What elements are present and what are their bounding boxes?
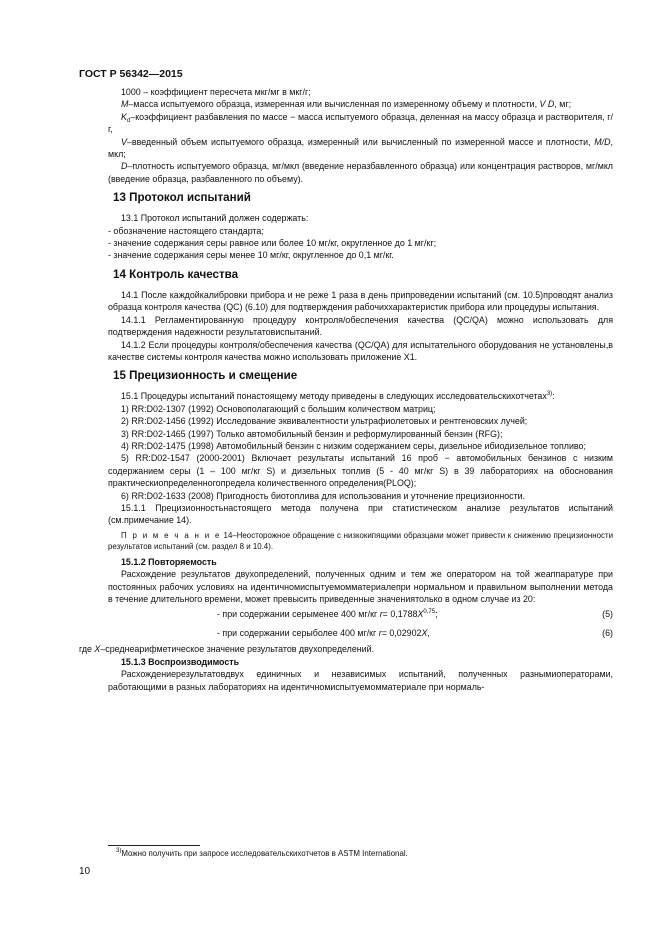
- paragraph-where-x: где X–среднеарифметическое значение результатов двухопределений.: [79, 644, 375, 655]
- paragraph-15-1-1: 15.1.1 Прецизионностьнастоящего метода получена при статистическом анализе результатов испытаний (см.примечание 14).: [108, 502, 613, 526]
- equation-5: - при содержании серыменее 400 мг/кг $r= 0,1788X^{0,75}$; (5): [217, 609, 613, 620]
- intro-line-3: $K_d$–коэффициент разбавления по массе − масса испытуемого образца, деленная на массу образца и растворителя, г/г,: [108, 111, 613, 135]
- heading-repeatability: 15.1.2 Повторяемость: [121, 556, 217, 567]
- section-15-heading: 15 Прецизионность и смещение: [113, 369, 298, 383]
- report-item: 4) RR:D02-1475 (1998) Автомобильный бензин с низким содержанием серы, дизельное ибиодизельное топливо;: [121, 440, 586, 451]
- bullet-item: - обозначение настоящего стандарта;: [108, 225, 264, 236]
- equation-number: (5): [602, 609, 613, 620]
- report-item: 2) RR:D02-1456 (1992) Исследование эквивалентности ультрафиолетовых и рентгеновских лучей;: [121, 416, 528, 427]
- report-item: 1) RR:D02-1307 (1992) Основополагающий с большим количеством матриц;: [121, 403, 436, 414]
- bullet-item: - значение содержания серы равное или более 10 мг/кг, округленное до 1 мг/кг;: [108, 238, 437, 249]
- footnote-divider: [108, 845, 200, 846]
- paragraph-repeatability: Расхождение результатов двухопределений, полученных одним и тем же оператором на той жеаппаратуре при постоянных рабочих условиях на идентичномиспытуемомматериалепри нормальном и правильном выполнении метода в течение длительного времени, может превысить приведенные значениятолько в одном случае из 20:: [108, 569, 613, 604]
- heading-reproducibility: 15.1.3 Воспроизводимость: [121, 656, 240, 667]
- report-item: 6) RR:D02-1633 (2008) Пригодность биотоплива для использования и уточнение прецизионности.: [121, 490, 526, 501]
- page-number: 10: [79, 866, 91, 877]
- paragraph-reproducibility: Расхождениерезультатовдвух единичных и независимых испытаний, полученных разнымиоператорами, работающими в разных лабораториях на идентичномиспытуемомматериале при нормаль-: [108, 669, 613, 692]
- equation-6: - при содержании серыболее 400 мг/кг r= 0,02902X, (6): [217, 628, 613, 639]
- paragraph-14-1-1: 14.1.1 Регламентированную процедуру контроля/обеспечения качества (QC/QA) можно использовать для подтверждения надежности результатовиспытаний.: [108, 314, 613, 338]
- report-item: 3) RR:D02-1465 (1997) Только автомобильный бензин и реформулированный бензин (RFG);: [121, 428, 503, 439]
- bullet-item: - значение содержания серы менее 10 мг/кг, округленное до 0,1 мг/кг.: [108, 250, 394, 261]
- equation-number: (6): [602, 628, 613, 639]
- paragraph-15-1: 15.1 Процедуры испытаний понастоящему методу приведены в следующих исследовательскихотчетах$^{3)}$:: [121, 391, 555, 402]
- document-body: [79, 86, 613, 693]
- intro-line-5: D–плотность испытуемого образца, мг/мкл (введение неразбавленного образца) или концентрация растворов, мг/мкл (введение образца, разбавленного по объему).: [108, 161, 613, 184]
- section-13-heading: 13 Протокол испытаний: [113, 191, 251, 205]
- document-header: ГОСТ Р 56342—2015: [79, 68, 183, 80]
- note-14: П р и м е ч а н и е 14–Неосторожное обращение с низкокипящими образцами может привести к снижению прецизионности результатов испытаний (см. раздел 8 и 10.4).: [108, 530, 613, 551]
- section-14-heading: 14 Контроль качества: [113, 267, 239, 281]
- intro-line-2: M–масса испытуемого образца, измеренная или вычисленная по измеренному объему и плотности, V D, мг;: [121, 99, 572, 110]
- report-item: 5) RR:D02-1547 (2000-2001) Включает результаты испытаний 16 проб − автомобильных бензинов с низким содержанием серы (1 – 100 мг/кг S) и дизельных топлив (5 - 40 мг/кг S) в 39 лабораториях на обоснования практическиопределенногопредела количественного определения(PLOQ);: [108, 453, 613, 489]
- intro-line-4: V–введенный объем испытуемого образца, измеренный или вычисленный по измеренной массе и плотности, M/D, мкл;: [108, 136, 613, 160]
- intro-line-1: 1000 – коэффициент пересчета мкг/мг в мкг/г;: [121, 87, 311, 97]
- paragraph-13-1: 13.1 Протокол испытаний должен содержать:: [121, 213, 309, 224]
- paragraph-14-1: 14.1 После каждойкалибровки прибора и не реже 1 раза в день припроведении испытаний (см. 10.5)проводят анализ образца контроля качества (QC) (6.10) для подтверждения рабочиххарактеристик прибора или процедуры испытания.: [108, 289, 613, 313]
- paragraph-14-1-2: 14.1.2 Если процедуры контроля/обеспечения качества (QC/QA) для испытательного оборудования не установлены,в качестве системы контроля качества можно использовать приложение Х1.: [108, 339, 613, 362]
- footnote: $^{3)}$Можно получить при запросе исследовательскихотчетов в ASTM International.: [116, 848, 408, 858]
- footnote-ref: 3): [546, 391, 553, 398]
